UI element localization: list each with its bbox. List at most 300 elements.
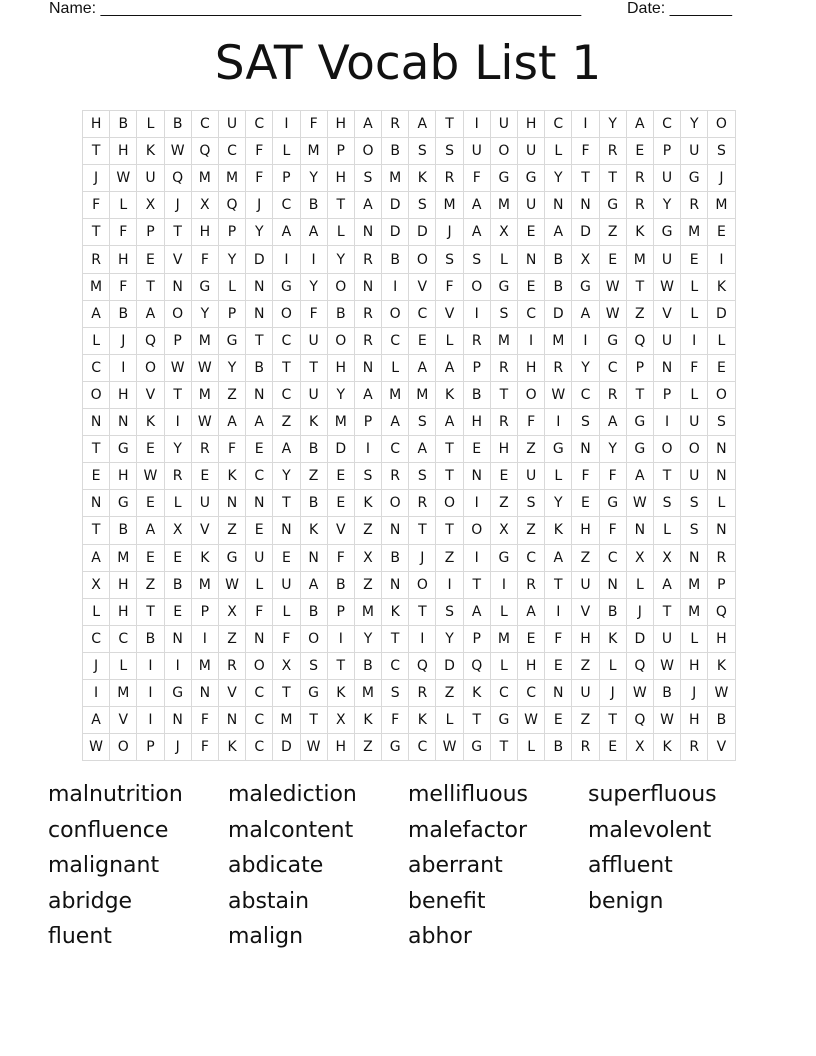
grid-cell: Z	[300, 463, 327, 490]
grid-cell: E	[191, 463, 218, 490]
grid-cell: J	[708, 165, 735, 192]
grid-cell: A	[463, 192, 490, 219]
grid-cell: G	[273, 273, 300, 300]
grid-cell: H	[463, 409, 490, 436]
grid-cell: Y	[327, 246, 354, 273]
grid-cell: Q	[137, 327, 164, 354]
grid-cell: N	[218, 490, 245, 517]
grid-cell: E	[137, 490, 164, 517]
grid-cell: B	[354, 652, 381, 679]
grid-cell: T	[626, 381, 653, 408]
grid-cell: S	[354, 165, 381, 192]
grid-cell: R	[409, 679, 436, 706]
grid-cell: N	[110, 409, 137, 436]
grid-cell: N	[83, 490, 110, 517]
grid-cell: L	[681, 273, 708, 300]
grid-cell: I	[137, 652, 164, 679]
grid-cell: N	[246, 300, 273, 327]
grid-cell: M	[490, 625, 517, 652]
grid-cell: N	[681, 544, 708, 571]
grid-cell: N	[708, 517, 735, 544]
grid-cell: N	[463, 463, 490, 490]
grid-cell: U	[681, 138, 708, 165]
grid-cell: N	[246, 490, 273, 517]
grid-cell: E	[137, 544, 164, 571]
grid-cell: A	[463, 598, 490, 625]
grid-cell: L	[382, 354, 409, 381]
grid-cell: R	[681, 734, 708, 761]
grid-cell: A	[218, 409, 245, 436]
grid-cell: C	[382, 327, 409, 354]
word-list-item: malignant	[48, 853, 160, 878]
grid-cell: B	[137, 625, 164, 652]
grid-cell: K	[545, 517, 572, 544]
grid-cell: T	[273, 679, 300, 706]
grid-cell: H	[110, 246, 137, 273]
grid-cell: C	[518, 679, 545, 706]
grid-cell: P	[463, 625, 490, 652]
grid-row	[83, 354, 736, 381]
grid-cell: N	[218, 707, 245, 734]
grid-cell: K	[191, 544, 218, 571]
grid-cell: E	[518, 273, 545, 300]
grid-cell: C	[653, 111, 680, 138]
grid-cell: Y	[599, 436, 626, 463]
grid-cell: I	[300, 246, 327, 273]
word-list-item: affluent	[588, 853, 673, 878]
grid-cell: L	[681, 625, 708, 652]
grid-cell: G	[463, 734, 490, 761]
grid-cell: C	[409, 300, 436, 327]
grid-cell: I	[191, 625, 218, 652]
grid-cell: X	[653, 544, 680, 571]
grid-cell: F	[191, 246, 218, 273]
grid-row	[83, 111, 736, 138]
grid-cell: I	[137, 679, 164, 706]
grid-cell: W	[545, 381, 572, 408]
grid-cell: O	[110, 734, 137, 761]
grid-cell: W	[110, 165, 137, 192]
grid-cell: J	[83, 165, 110, 192]
grid-row	[83, 409, 736, 436]
grid-cell: Z	[273, 409, 300, 436]
grid-cell: Q	[463, 652, 490, 679]
grid-cell: A	[137, 517, 164, 544]
grid-cell: K	[327, 679, 354, 706]
grid-cell: S	[681, 490, 708, 517]
grid-cell: A	[354, 111, 381, 138]
grid-cell: W	[518, 707, 545, 734]
grid-cell: Z	[137, 571, 164, 598]
word-list	[48, 780, 768, 958]
grid-cell: K	[708, 652, 735, 679]
grid-cell: R	[409, 490, 436, 517]
grid-cell: C	[599, 354, 626, 381]
grid-row	[83, 544, 736, 571]
grid-cell: W	[599, 300, 626, 327]
grid-cell: W	[83, 734, 110, 761]
grid-cell: S	[409, 192, 436, 219]
grid-cell: V	[572, 598, 599, 625]
grid-cell: M	[110, 679, 137, 706]
word-list-item: malediction	[228, 782, 357, 807]
grid-cell: A	[626, 111, 653, 138]
grid-cell: L	[708, 327, 735, 354]
grid-cell: A	[382, 409, 409, 436]
grid-cell: I	[490, 571, 517, 598]
grid-cell: E	[164, 544, 191, 571]
grid-cell: X	[273, 652, 300, 679]
grid-cell: K	[218, 734, 245, 761]
grid-cell: H	[110, 571, 137, 598]
grid-cell: R	[626, 165, 653, 192]
grid-cell: G	[382, 734, 409, 761]
grid-cell: S	[300, 652, 327, 679]
grid-cell: Y	[681, 111, 708, 138]
grid-cell: U	[218, 111, 245, 138]
grid-cell: E	[681, 246, 708, 273]
grid-cell: A	[518, 598, 545, 625]
grid-cell: T	[545, 571, 572, 598]
grid-cell: A	[599, 409, 626, 436]
grid-cell: V	[164, 246, 191, 273]
grid-cell: T	[246, 327, 273, 354]
grid-cell: H	[327, 354, 354, 381]
grid-cell: N	[518, 246, 545, 273]
grid-cell: I	[110, 354, 137, 381]
grid-cell: S	[436, 598, 463, 625]
grid-cell: J	[164, 734, 191, 761]
grid-cell: G	[599, 192, 626, 219]
grid-cell: M	[626, 246, 653, 273]
grid-cell: J	[599, 679, 626, 706]
grid-cell: L	[681, 300, 708, 327]
grid-cell: Y	[327, 381, 354, 408]
grid-cell: S	[354, 463, 381, 490]
grid-cell: U	[300, 381, 327, 408]
grid-cell: B	[164, 571, 191, 598]
grid-cell: T	[436, 517, 463, 544]
grid-cell: S	[490, 300, 517, 327]
grid-cell: F	[545, 625, 572, 652]
grid-cell: Y	[545, 490, 572, 517]
grid-cell: W	[436, 734, 463, 761]
grid-cell: A	[436, 409, 463, 436]
grid-cell: L	[83, 598, 110, 625]
grid-cell: F	[572, 463, 599, 490]
grid-cell: S	[463, 246, 490, 273]
grid-cell: F	[191, 734, 218, 761]
grid-cell: F	[300, 111, 327, 138]
grid-cell: G	[653, 219, 680, 246]
grid-cell: R	[599, 138, 626, 165]
grid-cell: T	[572, 165, 599, 192]
grid-cell: P	[354, 409, 381, 436]
grid-cell: L	[490, 246, 517, 273]
grid-cell: W	[191, 409, 218, 436]
grid-cell: N	[273, 517, 300, 544]
grid-cell: H	[572, 517, 599, 544]
grid-cell: O	[409, 571, 436, 598]
grid-cell: I	[708, 246, 735, 273]
word-list-item: benign	[588, 888, 664, 914]
grid-cell: K	[137, 138, 164, 165]
grid-cell: B	[110, 517, 137, 544]
grid-cell: N	[164, 625, 191, 652]
grid-cell: D	[626, 625, 653, 652]
grid-cell: V	[218, 679, 245, 706]
grid-cell: I	[463, 111, 490, 138]
grid-cell: W	[300, 734, 327, 761]
grid-cell: E	[409, 327, 436, 354]
grid-cell: J	[409, 544, 436, 571]
grid-cell: B	[545, 246, 572, 273]
grid-cell: A	[436, 354, 463, 381]
grid-cell: R	[83, 246, 110, 273]
grid-cell: U	[653, 246, 680, 273]
grid-cell: D	[545, 300, 572, 327]
grid-cell: O	[436, 490, 463, 517]
grid-cell: L	[599, 652, 626, 679]
grid-cell: G	[490, 165, 517, 192]
grid-cell: T	[273, 354, 300, 381]
grid-cell: F	[110, 219, 137, 246]
grid-cell: A	[83, 300, 110, 327]
grid-cell: J	[626, 598, 653, 625]
grid-cell: E	[463, 436, 490, 463]
word-list-item: superfluous	[588, 782, 717, 807]
grid-cell: C	[246, 734, 273, 761]
grid-cell: O	[137, 354, 164, 381]
grid-cell: O	[327, 327, 354, 354]
grid-cell: L	[681, 381, 708, 408]
grid-cell: M	[191, 327, 218, 354]
grid-cell: F	[463, 165, 490, 192]
grid-cell: U	[572, 571, 599, 598]
grid-cell: S	[653, 490, 680, 517]
grid-cell: X	[137, 192, 164, 219]
grid-cell: L	[273, 138, 300, 165]
grid-cell: N	[382, 571, 409, 598]
grid-cell: C	[273, 381, 300, 408]
grid-cell: E	[327, 463, 354, 490]
grid-cell: S	[409, 463, 436, 490]
grid-cell: X	[218, 598, 245, 625]
grid-cell: M	[191, 571, 218, 598]
grid-cell: I	[463, 544, 490, 571]
grid-cell: L	[490, 598, 517, 625]
grid-cell: F	[191, 707, 218, 734]
grid-cell: I	[572, 111, 599, 138]
grid-cell: P	[137, 734, 164, 761]
grid-cell: I	[164, 652, 191, 679]
grid-cell: M	[191, 381, 218, 408]
grid-cell: H	[490, 436, 517, 463]
grid-cell: U	[681, 463, 708, 490]
grid-cell: C	[191, 111, 218, 138]
grid-cell: C	[246, 463, 273, 490]
word-list-item: aberrant	[408, 853, 503, 878]
grid-cell: Y	[300, 273, 327, 300]
grid-cell: P	[626, 354, 653, 381]
grid-cell: C	[83, 354, 110, 381]
grid-cell: E	[599, 246, 626, 273]
grid-cell: T	[327, 652, 354, 679]
grid-cell: Y	[572, 354, 599, 381]
word-list-item: malnutrition	[48, 782, 183, 807]
grid-cell: K	[653, 734, 680, 761]
grid-cell: U	[246, 544, 273, 571]
grid-cell: D	[572, 219, 599, 246]
grid-cell: F	[599, 517, 626, 544]
grid-cell: O	[708, 111, 735, 138]
grid-cell: M	[490, 327, 517, 354]
grid-cell: I	[354, 436, 381, 463]
grid-cell: X	[191, 192, 218, 219]
grid-cell: D	[436, 652, 463, 679]
grid-cell: I	[518, 327, 545, 354]
grid-cell: D	[382, 192, 409, 219]
grid-cell: X	[354, 544, 381, 571]
grid-cell: N	[191, 679, 218, 706]
grid-cell: R	[490, 409, 517, 436]
grid-cell: Z	[218, 517, 245, 544]
grid-cell: B	[545, 734, 572, 761]
word-list-item: abstain	[228, 888, 310, 914]
grid-cell: C	[246, 707, 273, 734]
grid-cell: T	[137, 598, 164, 625]
grid-cell: H	[518, 111, 545, 138]
grid-cell: U	[273, 571, 300, 598]
grid-cell: C	[545, 111, 572, 138]
word-list-item: benefit	[408, 888, 486, 914]
grid-cell: T	[164, 381, 191, 408]
grid-cell: C	[83, 625, 110, 652]
grid-cell: E	[246, 436, 273, 463]
grid-cell: B	[599, 598, 626, 625]
grid-cell: Z	[572, 544, 599, 571]
grid-cell: D	[327, 436, 354, 463]
grid-cell: P	[218, 219, 245, 246]
grid-row	[83, 707, 736, 734]
grid-cell: S	[708, 138, 735, 165]
grid-cell: Y	[436, 625, 463, 652]
grid-cell: H	[681, 707, 708, 734]
grid-cell: N	[599, 571, 626, 598]
grid-cell: R	[518, 571, 545, 598]
grid-cell: J	[83, 652, 110, 679]
grid-cell: M	[681, 571, 708, 598]
grid-cell: C	[409, 734, 436, 761]
grid-cell: N	[572, 436, 599, 463]
grid-cell: H	[518, 652, 545, 679]
grid-cell: N	[545, 679, 572, 706]
grid-cell: T	[436, 463, 463, 490]
grid-cell: C	[246, 679, 273, 706]
grid-cell: O	[708, 381, 735, 408]
grid-cell: L	[436, 707, 463, 734]
grid-cell: O	[273, 300, 300, 327]
grid-cell: Y	[300, 165, 327, 192]
grid-cell: S	[382, 679, 409, 706]
grid-cell: T	[490, 734, 517, 761]
grid-cell: H	[110, 598, 137, 625]
grid-cell: G	[110, 490, 137, 517]
grid-cell: V	[436, 300, 463, 327]
grid-cell: A	[545, 219, 572, 246]
grid-cell: Y	[218, 246, 245, 273]
grid-cell: Y	[246, 219, 273, 246]
grid-cell: W	[626, 490, 653, 517]
grid-cell: I	[463, 490, 490, 517]
grid-cell: E	[518, 625, 545, 652]
grid-row	[83, 734, 736, 761]
word-list-item: malcontent	[228, 817, 354, 843]
grid-cell: L	[137, 111, 164, 138]
header	[0, 0, 816, 20]
grid-cell: C	[518, 300, 545, 327]
grid-cell: M	[191, 652, 218, 679]
grid-cell: T	[327, 192, 354, 219]
grid-cell: F	[83, 192, 110, 219]
grid-cell: G	[681, 165, 708, 192]
grid-cell: I	[545, 598, 572, 625]
grid-cell: A	[463, 219, 490, 246]
grid-cell: N	[246, 273, 273, 300]
grid-cell: B	[300, 490, 327, 517]
grid-cell: A	[626, 463, 653, 490]
grid-cell: Y	[191, 300, 218, 327]
grid-cell: G	[110, 436, 137, 463]
grid-cell: G	[545, 436, 572, 463]
grid-cell: F	[436, 273, 463, 300]
grid-cell: K	[354, 707, 381, 734]
grid-row	[83, 571, 736, 598]
grid-cell: K	[463, 679, 490, 706]
grid-cell: Z	[354, 734, 381, 761]
grid-cell: E	[490, 463, 517, 490]
grid-cell: F	[327, 544, 354, 571]
grid-cell: M	[273, 707, 300, 734]
grid-cell: G	[490, 273, 517, 300]
grid-cell: I	[83, 679, 110, 706]
grid-cell: E	[572, 490, 599, 517]
grid-cell: O	[246, 652, 273, 679]
grid-cell: F	[382, 707, 409, 734]
grid-cell: T	[137, 273, 164, 300]
grid-cell: I	[653, 409, 680, 436]
grid-cell: S	[409, 409, 436, 436]
grid-cell: Y	[218, 354, 245, 381]
grid-cell: I	[545, 409, 572, 436]
grid-cell: T	[273, 490, 300, 517]
grid-cell: L	[653, 517, 680, 544]
grid-cell: N	[653, 354, 680, 381]
grid-cell: O	[164, 300, 191, 327]
grid-cell: V	[137, 381, 164, 408]
grid-cell: K	[409, 707, 436, 734]
grid-cell: K	[409, 165, 436, 192]
grid-row	[83, 463, 736, 490]
grid-cell: M	[327, 409, 354, 436]
grid-cell: E	[708, 354, 735, 381]
grid-cell: Y	[354, 625, 381, 652]
page-title: SAT Vocab List 1	[214, 36, 602, 91]
grid-cell: A	[246, 409, 273, 436]
grid-cell: C	[110, 625, 137, 652]
grid-cell: Y	[273, 463, 300, 490]
grid-cell: B	[463, 381, 490, 408]
